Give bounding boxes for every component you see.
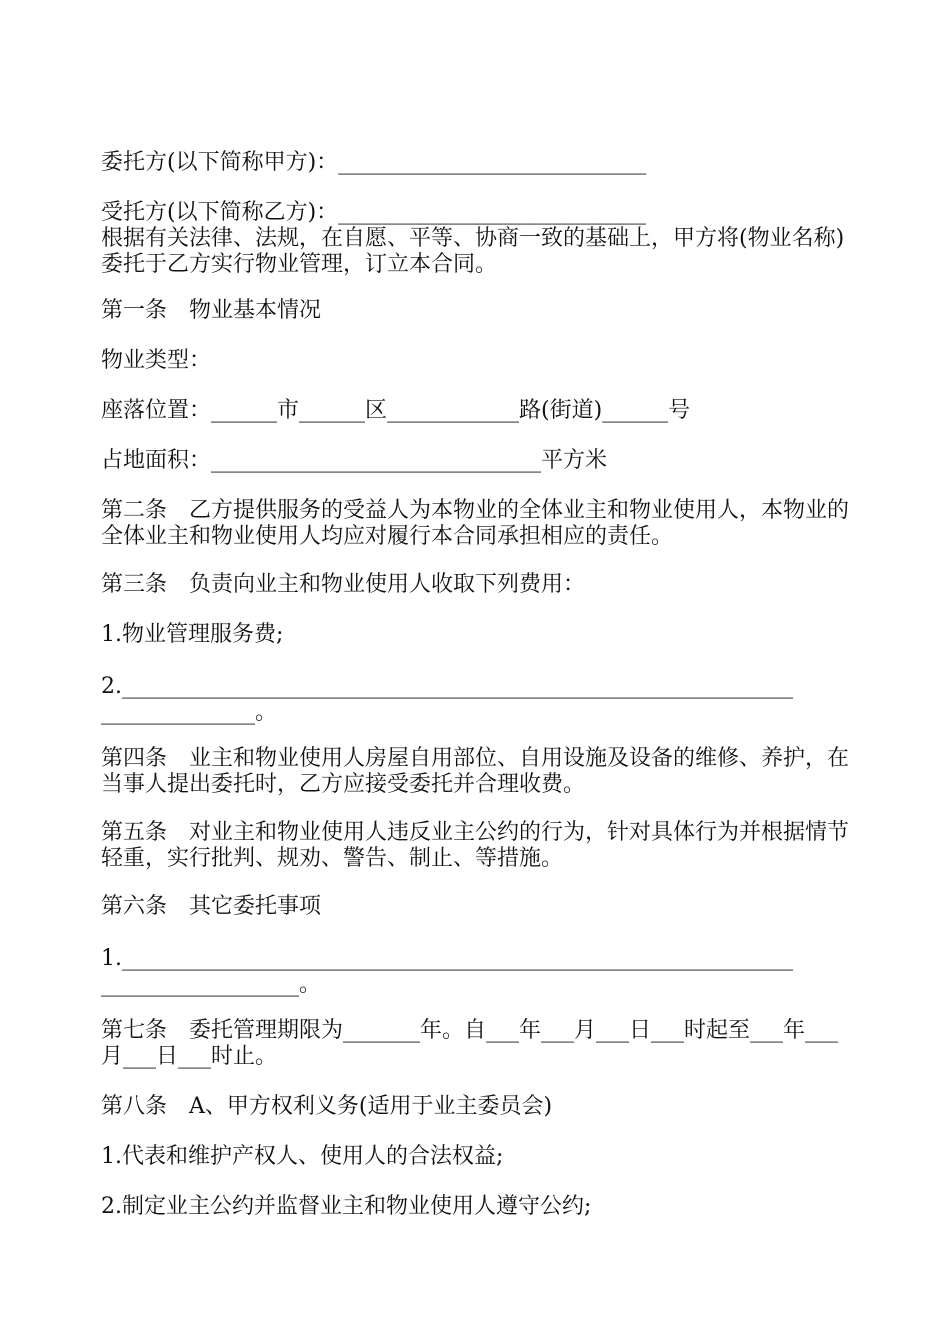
property-type-line: 物业类型： bbox=[101, 348, 212, 373]
article-4-paragraph: 第四条 业主和物业使用人房屋自用部位、自用设施及设备的维修、养护，在当事人提出委托时，乙方应接受委托并合理收费。 bbox=[101, 746, 850, 797]
article-2-paragraph: 第二条 乙方提供服务的受益人为本物业的全体业主和物业使用人，本物业的全体业主和物业使用人均应对履行本合同承担相应的责任。 bbox=[101, 498, 850, 549]
party-a-line: 委托方(以下简称甲方)：____________________________ bbox=[101, 150, 647, 175]
property-location-line: 座落位置：______市______区____________路(街道)______号 bbox=[101, 398, 691, 423]
article-7-paragraph: 第七条 委托管理期限为_______年。自___年___月___日___时起至___年___月___日___时止。 bbox=[101, 1018, 839, 1069]
contract-body bbox=[101, 0, 853, 1219]
article-6-heading: 第六条 其它委托事项 bbox=[101, 894, 322, 919]
article-8-item-2: 2.制定业主公约并监督业主和物业使用人遵守公约; bbox=[101, 1194, 592, 1219]
article-3-paragraph: 第三条 负责向业主和物业使用人收取下列费用： bbox=[101, 572, 586, 597]
article-8-heading: 第八条 A、甲方权利义务(适用于业主委员会) bbox=[101, 1094, 553, 1119]
preamble-paragraph: 根据有关法律、法规，在自愿、平等、协商一致的基础上，甲方将(物业名称)委托于乙方实行物业管理，订立本合同。 bbox=[101, 226, 845, 277]
article-1-heading: 第一条 物业基本情况 bbox=[101, 298, 322, 323]
article-6-item-1: 1._____________________________________________________________ __________________。 bbox=[101, 946, 793, 997]
property-area-line: 占地面积：______________________________平方米 bbox=[101, 448, 608, 473]
article-8-item-1: 1.代表和维护产权人、使用人的合法权益; bbox=[101, 1144, 504, 1169]
article-5-paragraph: 第五条 对业主和物业使用人违反业主公约的行为，针对具体行为并根据情节轻重，实行批判、规劝、警告、制止、等措施。 bbox=[101, 820, 850, 871]
article-3-item-1: 1.物业管理服务费; bbox=[101, 622, 284, 647]
party-b-line: 受托方(以下简称乙方)：____________________________ bbox=[101, 200, 647, 225]
article-3-item-2: 2._____________________________________________________________ ______________。 bbox=[101, 674, 793, 725]
